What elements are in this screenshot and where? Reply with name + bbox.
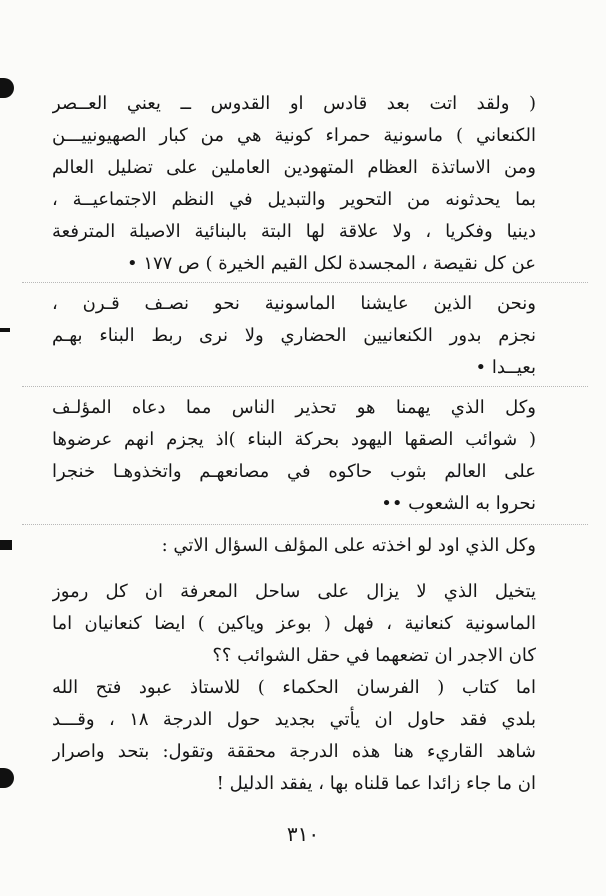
text-line: بلدي فقد حاول ان يأتي بجديد حول الدرجة ١٨ ، وقـــد bbox=[52, 709, 536, 730]
text-line: كان الاجدر ان تضعهما في حقل الشوائب ؟؟ bbox=[212, 645, 536, 666]
page-number: ٣١٠ bbox=[286, 822, 320, 846]
binding-mark bbox=[0, 78, 14, 98]
text-line: ونحن الذين عايشنا الماسونية نحو نصـف قـرن ، bbox=[52, 293, 536, 314]
text-line: وكل الذي يهمنا هو تحذير الناس مما دعاه المؤلـف bbox=[52, 397, 536, 418]
text-line: ان ما جاء زائدا عما قلناه بها ، يفقد الدليل ! bbox=[216, 773, 536, 794]
text-line: ومن الاساتذة العظام المتهودين العاملين على تضليل العالم bbox=[52, 157, 536, 178]
paragraph-divider bbox=[22, 282, 588, 283]
text-line: عن كل نقيصة ، المجسدة لكل القيم الخيرة ) ص ١٧٧ • bbox=[126, 253, 536, 274]
paragraph-divider bbox=[22, 524, 588, 525]
text-line: الكنعاني ) ماسونية حمراء كونية هي من كبار الصهيونييـــن bbox=[52, 125, 536, 146]
text-line: بعيــدا • bbox=[475, 357, 536, 378]
paragraph-divider bbox=[22, 386, 588, 387]
text-line: ( شوائب الصقها اليهود بحركة البناء )اذ يجزم انهم عرضوها bbox=[52, 429, 536, 450]
text-line: شاهد القاريء هنا هذه الدرجة محققة وتقول: بتحد واصرار bbox=[52, 741, 536, 762]
text-line: اما كتاب ( الفرسان الحكماء ) للاستاذ عبود فتح الله bbox=[52, 677, 536, 698]
binding-mark bbox=[0, 328, 10, 332]
text-line: وكل الذي اود لو اخذته على المؤلف السؤال الاتي : bbox=[161, 535, 536, 556]
text-line: نحروا به الشعوب •• bbox=[381, 493, 536, 514]
binding-mark bbox=[0, 768, 14, 788]
text-line: يتخيل الذي لا يزال على ساحل المعرفة ان كل رموز bbox=[52, 581, 536, 602]
text-line: على العالم بثوب حاكوه في مصانعهـم واتخذوهـا خنجرا bbox=[52, 461, 536, 482]
text-line: ( ولقد اتت بعد قادس او القدوس ــ يعني العــصر bbox=[52, 93, 536, 114]
text-line: دينيا وفكريا ، ولا علاقة لها البتة بالبنائية الاصيلة المترفعة bbox=[52, 221, 536, 242]
binding-mark bbox=[0, 540, 12, 550]
text-line: الماسونية كنعانية ، فهل ( بوعز وياكين ) ايضا كنعانيان اما bbox=[52, 613, 536, 634]
text-line: نجزم بدور الكنعانيين الحضاري ولا نرى ربط البناء بهـم bbox=[52, 325, 536, 346]
text-line: بما يحدثونه من التحوير والتبديل في النظم الاجتماعيــة ، bbox=[52, 189, 536, 210]
